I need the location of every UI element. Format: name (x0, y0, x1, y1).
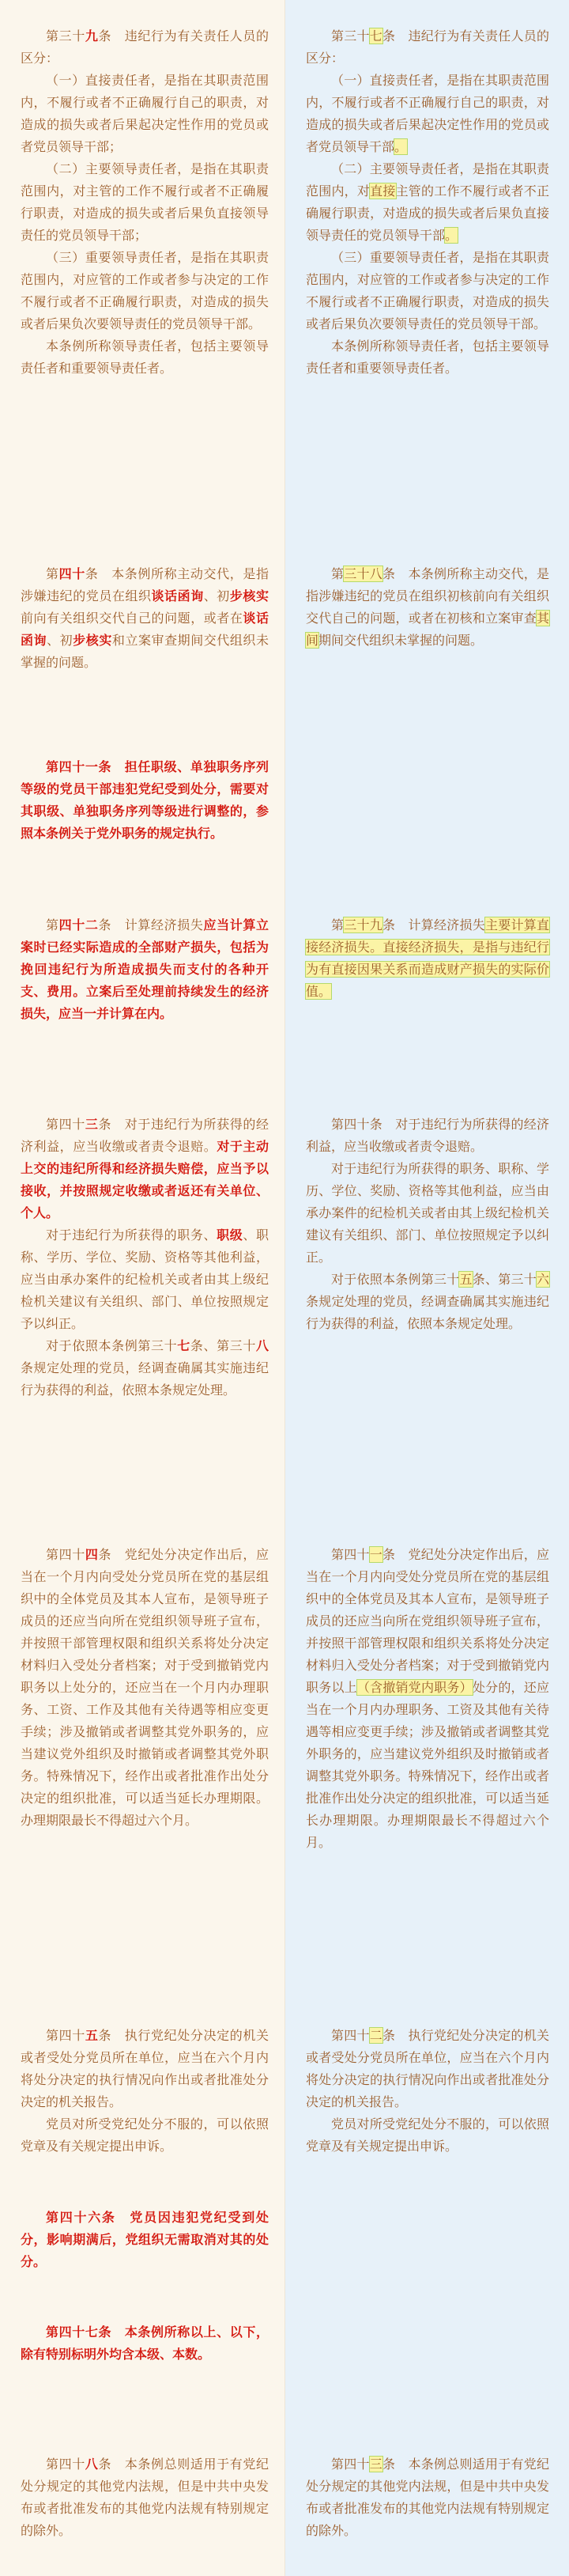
left-article-39 (21, 25, 269, 380)
paragraph: （二）主要领导责任者，是指在其职责范围内，对主管的工作不履行或者不正确履行职责，对造成的损失或者后果负直接领导责任的党员领导干部； (21, 161, 269, 243)
left-article-48 (21, 2453, 269, 2542)
paragraph: 党员对所受党纪处分不服的，可以依照党章及有关规定提出申诉。 (306, 2116, 549, 2154)
paragraph: （一）直接责任者，是指在其职责范围内，不履行或者不正确履行自己的职责，对造成的损失或者后果起决定性作用的党员或者党员领导干部。 (306, 73, 549, 154)
left-article-44 (21, 1544, 269, 1832)
right-article-42 (306, 2025, 549, 2158)
paragraph: 第三十九条 违纪行为有关责任人员的区分： (21, 28, 269, 66)
right-article-40 (306, 1114, 549, 1335)
left-article-43 (21, 1114, 269, 1401)
paragraph: 第四十条 对于违纪行为所获得的经济利益，应当收缴或者责令退赔。 (306, 1117, 549, 1154)
paragraph: 第三十七条 违纪行为有关责任人员的区分： (306, 28, 549, 66)
left-column-new-version (0, 0, 284, 2576)
paragraph: 第四十二条 执行党纪处分决定的机关或者受处分党员所在单位，应当在六个月内将处分决定的执行情况向作出或者批准处分决定的机关报告。 (306, 2028, 549, 2109)
right-article-37 (306, 25, 549, 380)
paragraph: 第四十一条 担任职级、单独职务序列等级的党员干部违犯党纪受到处分，需要对其职级、单独职务序列等级进行调整的，参照本条例关于党外职务的规定执行。 (21, 759, 269, 841)
paragraph: 第四十五条 执行党纪处分决定的机关或者受处分党员所在单位，应当在六个月内将处分决定的执行情况向作出或者批准处分决定的机关报告。 (21, 2028, 269, 2109)
paragraph: 对于违纪行为所获得的职务、职级、职称、学历、学位、奖励、资格等其他利益，应当由承办案件的纪检机关或者由其上级纪检机关建议有关组织、部门、单位按照规定予以纠正。 (21, 1227, 269, 1331)
paragraph: （三）重要领导责任者，是指在其职责范围内，对应管的工作或者参与决定的工作不履行或者不正确履行职责，对造成的损失或者后果负次要领导责任的党员领导干部。 (306, 250, 549, 331)
right-article-39 (306, 914, 549, 1003)
left-article-47 (21, 2321, 269, 2366)
left-article-46 (21, 2207, 269, 2273)
paragraph: 第四十三条 对于违纪行为所获得的经济利益，应当收缴或者责令退赔。对于主动上交的违纪所得和经济损失赔偿，应当予以接收，并按照规定收缴或者返还有关单位、个人。 (21, 1117, 269, 1220)
paragraph: 第四十七条 本条例所称以上、以下，除有特别标明外均含本级、本数。 (21, 2324, 269, 2362)
left-article-41 (21, 756, 269, 845)
paragraph: 本条例所称领导责任者，包括主要领导责任者和重要领导责任者。 (21, 339, 269, 376)
paragraph: 第四十八条 本条例总则适用于有党纪处分规定的其他党内法规，但是中共中央发布或者批准发布的其他党内法规有特别规定的除外。 (21, 2457, 269, 2538)
right-article-38 (306, 563, 549, 652)
right-article-41 (306, 1544, 549, 1854)
paragraph: 党员对所受党纪处分不服的，可以依照党章及有关规定提出申诉。 (21, 2116, 269, 2154)
left-article-42 (21, 914, 269, 1025)
left-article-40 (21, 563, 269, 674)
paragraph: 第四十四条 党纪处分决定作出后，应当在一个月内向受处分党员所在党的基层组织中的全体党员及其本人宣布，是领导班子成员的还应当向所在党组织领导班子宣布，并按照干部管理权限和组织关系将处分决定材料归入受处分者档案；对于受到撤销党内职务以上处分的，还应当在一个月内办理职务、工资、工作及其他有关待遇等相应变更手续；涉及撤销或者调整其党外职务的，应当建议党外组织及时撤销或者调整其党外职务。特殊情况下，经作出或者批准作出处分决定的组织批准，可以适当延长办理期限。办理期限最长不得超过六个月。 (21, 1547, 269, 1828)
paragraph: 第三十九条 计算经济损失主要计算直接经济损失。直接经济损失，是指与违纪行为有直接因果关系而造成财产损失的实际价值。 (306, 917, 549, 999)
paragraph: 第四十一条 党纪处分决定作出后，应当在一个月内向受处分党员所在党的基层组织中的全体党员及其本人宣布，是领导班子成员的还应当向所在党组织领导班子宣布，并按照干部管理权限和组织关系将处分决定材料归入受处分者档案；对于受到撤销党内职务以上（含撤销党内职务）处分的，还应当在一个月内办理职务、工资及其他有关待遇等相应变更手续；涉及撤销或者调整其党外职务的，应当建议党外组织及时撤销或者调整其党外职务。特殊情况下，经作出或者批准作出处分决定的组织批准，可以适当延长办理期限。办理期限最长不得超过六个月。 (306, 1547, 549, 1850)
paragraph: 对于依照本条例第三十五条、第三十六条规定处理的党员，经调查确属其实施违纪行为获得的利益，依照本条规定处理。 (306, 1272, 549, 1331)
right-column-old-version (284, 0, 569, 2576)
paragraph: 第四十条 本条例所称主动交代，是指涉嫌违纪的党员在组织谈话函询、初步核实前向有关组织交代自己的问题，或者在谈话函询、初步核实和立案审查期间交代组织未掌握的问题。 (21, 566, 269, 670)
paragraph: 第四十二条 计算经济损失应当计算立案时已经实际造成的全部财产损失，包括为挽回违纪行为所造成损失而支付的各种开支、费用。立案后至处理前持续发生的经济损失，应当一并计算在内。 (21, 917, 269, 1021)
paragraph: 对于违纪行为所获得的职务、职称、学历、学位、奖励、资格等其他利益，应当由承办案件的纪检机关或者由其上级纪检机关建议有关组织、部门、单位按照规定予以纠正。 (306, 1161, 549, 1265)
paragraph: 对于依照本条例第三十七条、第三十八条规定处理的党员，经调查确属其实施违纪行为获得的利益，依照本条规定处理。 (21, 1338, 269, 1398)
left-article-45 (21, 2025, 269, 2158)
paragraph: 第三十八条 本条例所称主动交代，是指涉嫌违纪的党员在组织初核前向有关组织交代自己的问题，或者在初核和立案审查其间期间交代组织未掌握的问题。 (306, 566, 549, 648)
paragraph: 本条例所称领导责任者，包括主要领导责任者和重要领导责任者。 (306, 339, 549, 376)
paragraph: （二）主要领导责任者，是指在其职责范围内，对直接主管的工作不履行或者不正确履行职责，对造成的损失或者后果负直接领导责任的党员领导干部。 (306, 161, 549, 243)
paragraph: 第四十三条 本条例总则适用于有党纪处分规定的其他党内法规，但是中共中央发布或者批准发布的其他党内法规有特别规定的除外。 (306, 2457, 549, 2538)
paragraph: 第四十六条 党员因违犯党纪受到处分，影响期满后，党组织无需取消对其的处分。 (21, 2210, 269, 2269)
right-article-43 (306, 2453, 549, 2542)
paragraph: （一）直接责任者，是指在其职责范围内，不履行或者不正确履行自己的职责，对造成的损失或者后果起决定性作用的党员或者党员领导干部； (21, 73, 269, 154)
paragraph: （三）重要领导责任者，是指在其职责范围内，对应管的工作或者参与决定的工作不履行或者不正确履行职责，对造成的损失或者后果负次要领导责任的党员领导干部。 (21, 250, 269, 331)
